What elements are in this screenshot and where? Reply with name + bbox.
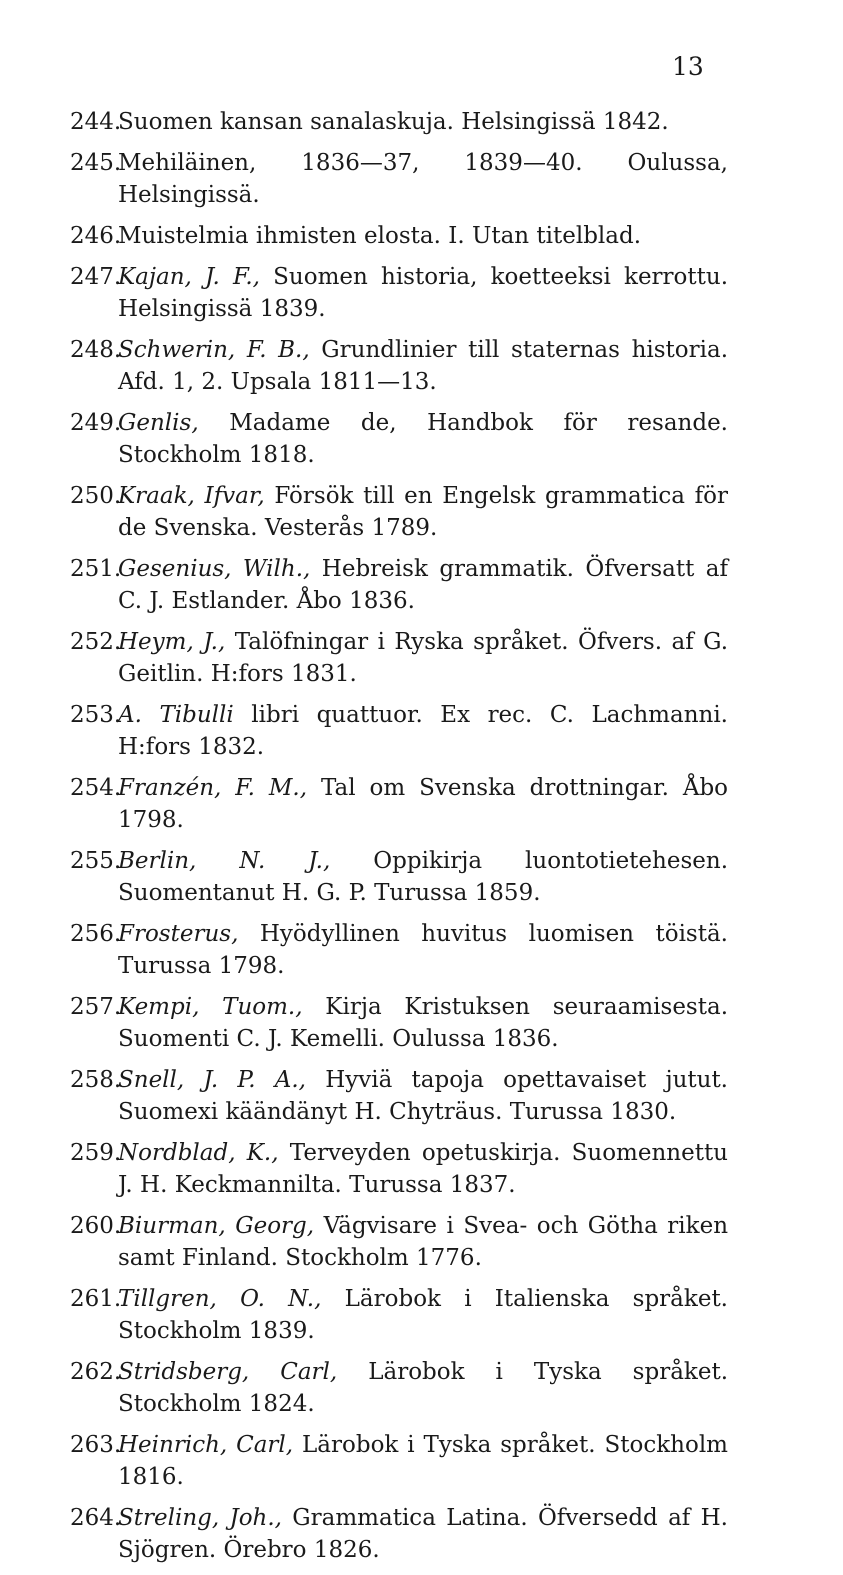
- entry-author: Franzén, F. M.,: [118, 775, 308, 801]
- bibliography-entry: [0, 106, 843, 138]
- entry-number: 259.: [70, 1140, 122, 1166]
- entry-number: 260.: [70, 1213, 122, 1239]
- entry-author: Frosterus,: [118, 921, 239, 947]
- entry-author: Snell, J. P. A.,: [118, 1067, 306, 1093]
- entry-text: Lärobok i Tyska språket. Stockholm 1816.: [118, 1432, 728, 1490]
- entry-number: 253.: [70, 702, 122, 728]
- entry-number: 250.: [70, 483, 122, 509]
- entry-author: Gesenius, Wilh.,: [118, 556, 311, 582]
- entry-body: [118, 553, 728, 617]
- entry-number: 262.: [70, 1359, 122, 1385]
- entry-body: [118, 918, 728, 982]
- entry-text: Oppikirja luontotietehesen. Suomentanut H. G. P. Turussa 1859.: [118, 848, 729, 906]
- entry-text: Lärobok i Italienska språket. Stockholm 1839.: [118, 1286, 728, 1344]
- entry-body: [118, 147, 728, 211]
- entry-number: 263.: [70, 1432, 122, 1458]
- entry-body: [118, 480, 728, 544]
- entry-author: Schwerin, F. B.,: [118, 337, 310, 363]
- bibliography-entry: [0, 220, 843, 252]
- bibliography-entry: [0, 1356, 843, 1420]
- entry-text: Hebreisk grammatik. Öfversatt af C. J. Estlander. Åbo 1836.: [118, 556, 728, 614]
- entry-text: Madame de, Handbok för resande. Stockholm 1818.: [118, 410, 728, 468]
- entry-author: Tillgren, O. N.,: [118, 1286, 322, 1312]
- entry-body: [118, 845, 728, 909]
- entry-text: Hyviä tapoja opettavaiset jutut. Suomexi käändänyt H. Chyträus. Turussa 1830.: [118, 1067, 728, 1125]
- entry-text: Vägvisare i Svea- och Götha riken samt Finland. Stockholm 1776.: [118, 1213, 729, 1271]
- bibliography-list: [0, 106, 843, 1575]
- bibliography-entry: [0, 1210, 843, 1274]
- entry-body: [118, 334, 728, 398]
- entry-author: Kempi, Tuom.,: [118, 994, 303, 1020]
- bibliography-entry: [0, 1429, 843, 1493]
- bibliography-entry: [0, 845, 843, 909]
- bibliography-entry: [0, 261, 843, 325]
- entry-number: 252.: [70, 629, 122, 655]
- bibliography-entry: [0, 991, 843, 1055]
- entry-text: libri quattuor. Ex rec. C. Lachmanni. H:fors 1832.: [118, 702, 728, 760]
- entry-number: 261.: [70, 1286, 122, 1312]
- bibliography-entry: [0, 1064, 843, 1128]
- entry-text: Tal om Svenska drottningar. Åbo 1798.: [118, 775, 729, 833]
- entry-number: 245.: [70, 150, 122, 176]
- entry-body: [118, 220, 728, 252]
- entry-body: [118, 1502, 728, 1566]
- entry-author: Heym, J.,: [118, 629, 226, 655]
- entry-number: 247.: [70, 264, 122, 290]
- entry-number: 249.: [70, 410, 122, 436]
- entry-body: [118, 991, 728, 1055]
- entry-number: 251.: [70, 556, 122, 582]
- entry-body: [118, 699, 728, 763]
- entry-body: [118, 1429, 728, 1493]
- entry-body: [118, 261, 728, 325]
- entry-body: [118, 407, 728, 471]
- entry-text: Suomen kansan sanalaskuja. Helsingissä 1842.: [118, 109, 669, 135]
- entry-text: Terveyden opetuskirja. Suomennettu J. H. Keckmannilta. Turussa 1837.: [118, 1140, 728, 1198]
- entry-number: 255.: [70, 848, 122, 874]
- bibliography-entry: [0, 480, 843, 544]
- entry-author: Genlis,: [118, 410, 199, 436]
- entry-body: [118, 626, 728, 690]
- bibliography-entry: [0, 334, 843, 398]
- bibliography-entry: [0, 1137, 843, 1201]
- entry-author: Kajan, J. F.,: [118, 264, 260, 290]
- entry-author: Biurman, Georg,: [118, 1213, 315, 1239]
- entry-text: Hyödyllinen huvitus luomisen töistä. Turussa 1798.: [118, 921, 728, 979]
- entry-text: Försök till en Engelsk grammatica för de Svenska. Vesterås 1789.: [118, 483, 729, 541]
- entry-number: 258.: [70, 1067, 122, 1093]
- bibliography-entry: [0, 918, 843, 982]
- entry-number: 264.: [70, 1505, 122, 1531]
- bibliography-entry: [0, 699, 843, 763]
- bibliography-entry: [0, 147, 843, 211]
- entry-author: Stridsberg, Carl,: [118, 1359, 338, 1385]
- entry-number: 257.: [70, 994, 122, 1020]
- entry-author: Streling, Joh.,: [118, 1505, 282, 1531]
- bibliography-entry: [0, 553, 843, 617]
- entry-body: [118, 772, 728, 836]
- bibliography-entry: [0, 772, 843, 836]
- entry-text: Muistelmia ihmisten elosta. I. Utan titelblad.: [118, 223, 642, 249]
- entry-body: [118, 1137, 728, 1201]
- entry-number: 244.: [70, 109, 122, 135]
- entry-number: 256.: [70, 921, 122, 947]
- entry-body: [118, 106, 728, 138]
- entry-text: Talöfningar i Ryska språket. Öfvers. af G. Geitlin. H:fors 1831.: [118, 629, 729, 687]
- bibliography-entry: [0, 407, 843, 471]
- entry-text: Kirja Kristuksen seuraamisesta. Suomenti C. J. Kemelli. Oulussa 1836.: [118, 994, 729, 1052]
- entry-number: 254.: [70, 775, 122, 801]
- entry-author: Kraak, Ifvar,: [118, 483, 265, 509]
- entry-text: Suomen historia, koetteeksi kerrottu. Helsingissä 1839.: [118, 264, 729, 322]
- entry-number: 248.: [70, 337, 122, 363]
- entry-number: 246.: [70, 223, 122, 249]
- entry-body: [118, 1210, 728, 1274]
- entry-author: Berlin, N. J.,: [118, 848, 331, 874]
- entry-author: Nordblad, K.,: [118, 1140, 279, 1166]
- bibliography-entry: [0, 1502, 843, 1566]
- entry-body: [118, 1356, 728, 1420]
- entry-text: Mehiläinen, 1836—37, 1839—40. Oulussa, Helsingissä.: [118, 150, 728, 208]
- entry-text: Grammatica Latina. Öfversedd af H. Sjögren. Örebro 1826.: [118, 1505, 728, 1563]
- bibliography-entry: [0, 626, 843, 690]
- entry-text: Lärobok i Tyska språket. Stockholm 1824.: [118, 1359, 729, 1417]
- entry-text: Grundlinier till staternas historia. Afd. 1, 2. Upsala 1811—13.: [118, 337, 728, 395]
- entry-body: [118, 1283, 728, 1347]
- bibliography-entry: [0, 1283, 843, 1347]
- entry-author: A. Tibulli: [118, 702, 234, 728]
- page-number: 13: [672, 52, 704, 81]
- entry-author: Heinrich, Carl,: [118, 1432, 294, 1458]
- entry-body: [118, 1064, 728, 1128]
